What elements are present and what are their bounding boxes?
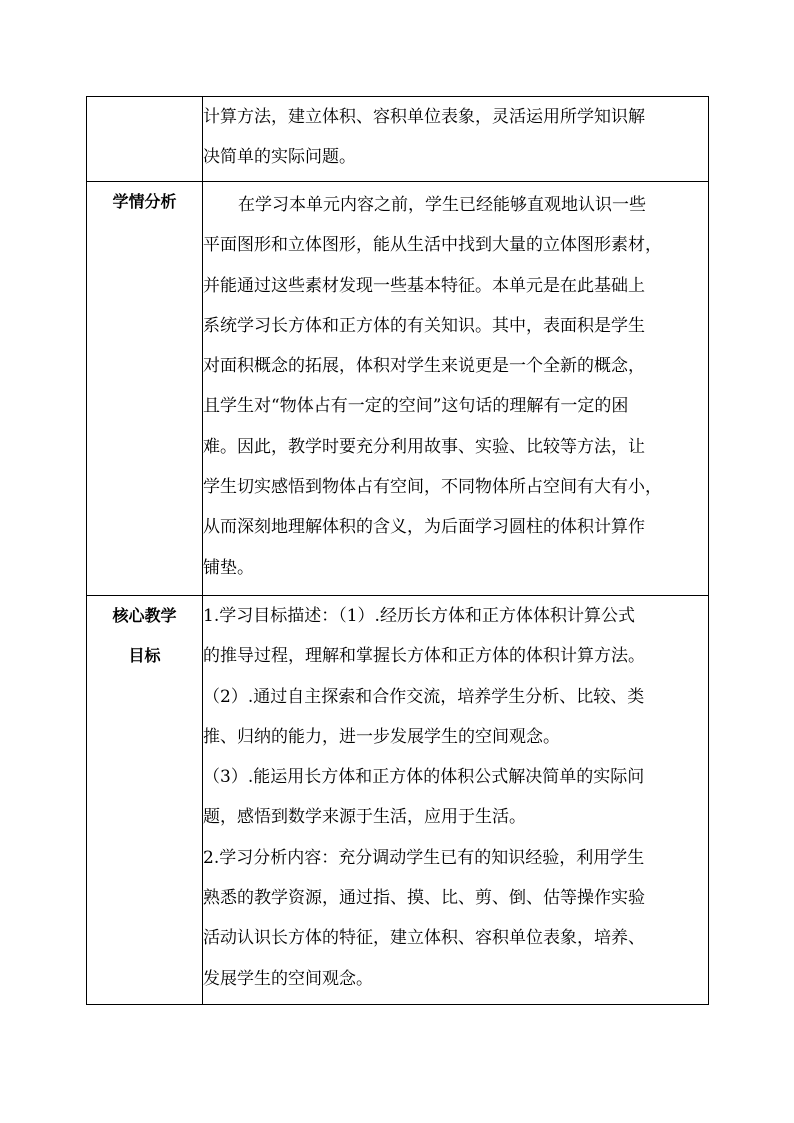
text-line: 学生切实感悟到物体占有空间，不同物体所占空间有大有小， [203, 477, 662, 498]
text-line: 铺垫。 [203, 557, 254, 578]
text-line: 决简单的实际问题。 [203, 147, 356, 168]
text-line: 并能通过这些素材发现一些基本特征。本单元是在此基础上 [203, 275, 645, 296]
text-line: 1.学习目标描述：（1）.经历长方体和正方体体积计算公式 [203, 605, 635, 626]
row-content [203, 97, 709, 182]
text-line: （2）.通过自主探索和合作交流，培养学生分析、比较、类 [203, 686, 645, 707]
row-content [203, 595, 709, 1004]
text-line: 题，感悟到数学来源于生活，应用于生活。 [203, 807, 526, 828]
text-line: 发展学生的空间观念。 [203, 968, 373, 989]
text-line: 熟悉的教学资源，通过指、摸、比、剪、倒、估等操作实验 [203, 888, 645, 909]
text-line: 在学习本单元内容之前，学生已经能够直观地认识一些 [238, 195, 646, 215]
lesson-plan-table [86, 96, 709, 1005]
label-text: 核心教学 [112, 605, 177, 625]
text-line: 活动认识长方体的特征，建立体积、容积单位表象，培养、 [203, 928, 645, 949]
row-label-learning-analysis [87, 182, 203, 596]
text-line: 的推导过程，理解和掌握长方体和正方体的体积计算方法。 [203, 646, 645, 667]
row-content [203, 182, 709, 596]
text-line: （3）.能运用长方体和正方体的体积公式解决简单的实际问 [203, 767, 645, 788]
text-line: 计算方法，建立体积、容积单位表象，灵活运用所学知识解 [203, 107, 645, 127]
row-label-core-objectives [87, 595, 203, 1004]
text-line: 平面图形和立体图形，能从生活中找到大量的立体图形素材， [203, 235, 662, 256]
label-text: 学情分析 [112, 192, 177, 211]
table-row [87, 595, 709, 1004]
text-line: 推、归纳的能力，进一步发展学生的空间观念。 [203, 726, 560, 747]
row-label-empty [87, 97, 203, 182]
text-line: 系统学习长方体和正方体的有关知识。其中，表面积是学生 [203, 315, 645, 336]
text-line: 难。因此，教学时要充分利用故事、实验、比较等方法，让 [203, 436, 645, 457]
table-row [87, 97, 709, 182]
text-line: 对面积概念的拓展，体积对学生来说更是一个全新的概念， [203, 356, 645, 377]
table-row [87, 182, 709, 596]
text-line: 且学生对“物体占有一定的空间”这句话的理解有一定的困 [203, 396, 629, 417]
text-line: 从而深刻地理解体积的含义，为后面学习圆柱的体积计算作 [203, 517, 645, 538]
text-line: 2.学习分析内容：充分调动学生已有的知识经验，利用学生 [203, 847, 645, 868]
label-text: 目标 [128, 645, 161, 665]
